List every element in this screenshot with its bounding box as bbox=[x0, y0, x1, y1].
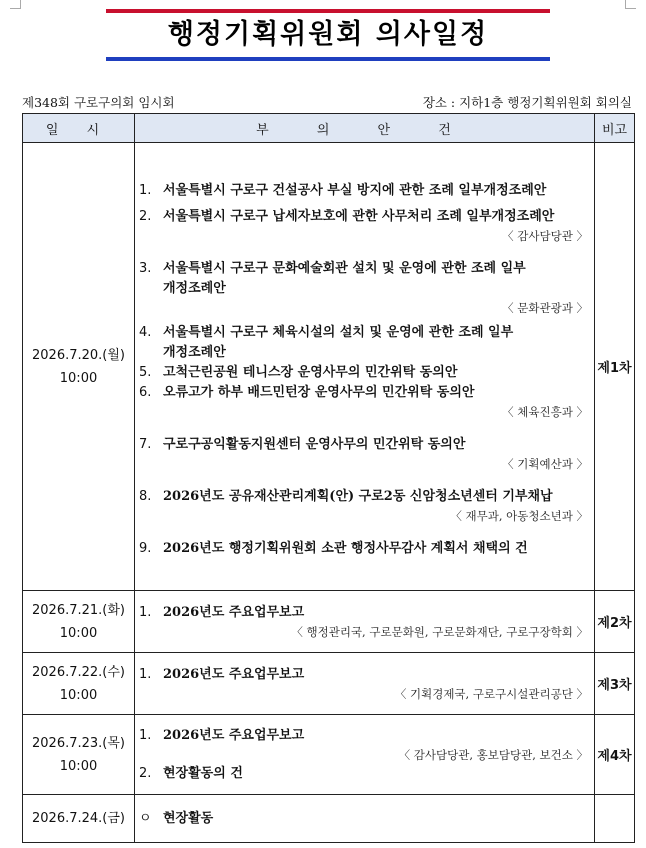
department-label: 〈 문화관광과 〉 bbox=[502, 300, 588, 315]
department-label: 〈 체육진흥과 〉 bbox=[502, 404, 588, 419]
date-cell bbox=[23, 591, 135, 653]
agenda-item-continuation: 개정조례안 bbox=[163, 280, 226, 296]
time-text: 10:00 bbox=[59, 370, 98, 386]
agenda-item: 4. 서울특별시 구로구 체육시설의 설치 및 운영에 관한 조례 일부 bbox=[139, 324, 514, 340]
date-cell bbox=[23, 653, 135, 715]
meeting-session: 제348회 구로구의회 임시회 bbox=[22, 95, 175, 110]
date-text: 2026.7.20.(월) bbox=[32, 347, 125, 363]
department-label: 〈 재무과, 아동청소년과 〉 bbox=[450, 508, 588, 523]
agenda-table bbox=[22, 113, 635, 843]
date-text: 2026.7.22.(수) bbox=[32, 664, 125, 680]
table-row bbox=[23, 795, 635, 843]
department-label: 〈 기획예산과 〉 bbox=[502, 456, 588, 471]
agenda-item: 7. 구로구공익활동지원센터 운영사무의 민간위탁 동의안 bbox=[139, 436, 466, 452]
date-cell bbox=[23, 795, 135, 843]
table-row bbox=[23, 653, 635, 715]
table-row bbox=[23, 715, 635, 795]
note-cell: 제1차 bbox=[595, 143, 635, 591]
table-row bbox=[23, 591, 635, 653]
note-cell bbox=[595, 795, 635, 843]
date-text: 2026.7.23.(목) bbox=[32, 735, 125, 751]
agenda-item: 1. 2026년도 주요업무보고 bbox=[139, 666, 305, 682]
agenda-item: 6. 오류고가 하부 배드민턴장 운영사무의 민간위탁 동의안 bbox=[139, 384, 475, 400]
agenda-item: ㅇ 현장활동 bbox=[139, 810, 214, 826]
department-label: 〈 행정관리국, 구로문화원, 구로문화재단, 구로구장학회 〉 bbox=[291, 624, 588, 639]
agenda-cell bbox=[135, 591, 595, 653]
date-text: 2026.7.24.(금) bbox=[32, 811, 125, 826]
agenda-item: 3. 서울특별시 구로구 문화예술회관 설치 및 운영에 관한 조례 일부 bbox=[139, 260, 526, 276]
agenda-item: 9. 2026년도 행정기획위원회 소관 행정사무감사 계획서 채택의 건 bbox=[139, 540, 528, 556]
title-bottom-rule bbox=[106, 57, 550, 61]
table-header-row bbox=[23, 114, 635, 143]
title-top-rule bbox=[106, 9, 550, 13]
department-label: 〈 감사담당관 〉 bbox=[502, 228, 588, 243]
agenda-cell bbox=[135, 795, 595, 843]
header-date: 일 시 bbox=[23, 114, 135, 143]
time-text: 10:00 bbox=[59, 758, 98, 774]
agenda-item: 1. 서울특별시 구로구 건설공사 부실 방지에 관한 조례 일부개정조례안 bbox=[139, 182, 547, 198]
date-cell bbox=[23, 715, 135, 795]
time-text: 10:00 bbox=[59, 687, 98, 703]
agenda-item: 1. 2026년도 주요업무보고 bbox=[139, 727, 305, 743]
page-corner-mark-right bbox=[625, 0, 636, 9]
meeting-venue: 장소 : 지하1층 행정기획위원회 회의실 bbox=[422, 95, 632, 110]
header-note: 비고 bbox=[595, 114, 635, 143]
agenda-cell bbox=[135, 653, 595, 715]
department-label: 〈 감사담당관, 홍보담당관, 보건소 〉 bbox=[398, 747, 588, 762]
header-agenda: 부 의 안 건 bbox=[135, 114, 595, 143]
date-text: 2026.7.21.(화) bbox=[32, 602, 125, 618]
document-title: 행정기획위원회 의사일정 bbox=[167, 19, 489, 50]
agenda-item: 2. 서울특별시 구로구 납세자보호에 관한 사무처리 조례 일부개정조례안 bbox=[139, 208, 555, 224]
agenda-cell bbox=[135, 715, 595, 795]
agenda-item: 1. 2026년도 주요업무보고 bbox=[139, 604, 305, 620]
time-text: 10:00 bbox=[59, 625, 98, 641]
department-label: 〈 기획경제국, 구로구시설관리공단 〉 bbox=[394, 686, 588, 701]
agenda-item: 2. 현장활동의 건 bbox=[139, 765, 243, 781]
note-cell: 제2차 bbox=[595, 591, 635, 653]
note-cell: 제4차 bbox=[595, 715, 635, 795]
table-row bbox=[23, 143, 635, 591]
note-cell: 제3차 bbox=[595, 653, 635, 715]
agenda-cell bbox=[135, 143, 595, 591]
date-cell bbox=[23, 143, 135, 591]
agenda-item-continuation: 개정조례안 bbox=[163, 344, 226, 360]
agenda-item: 8. 2026년도 공유재산관리계획(안) 구로2동 신암청소년센터 기부채납 bbox=[139, 488, 553, 504]
page-corner-mark-left bbox=[10, 0, 21, 9]
agenda-item: 5. 고척근린공원 테니스장 운영사무의 민간위탁 동의안 bbox=[139, 364, 458, 380]
